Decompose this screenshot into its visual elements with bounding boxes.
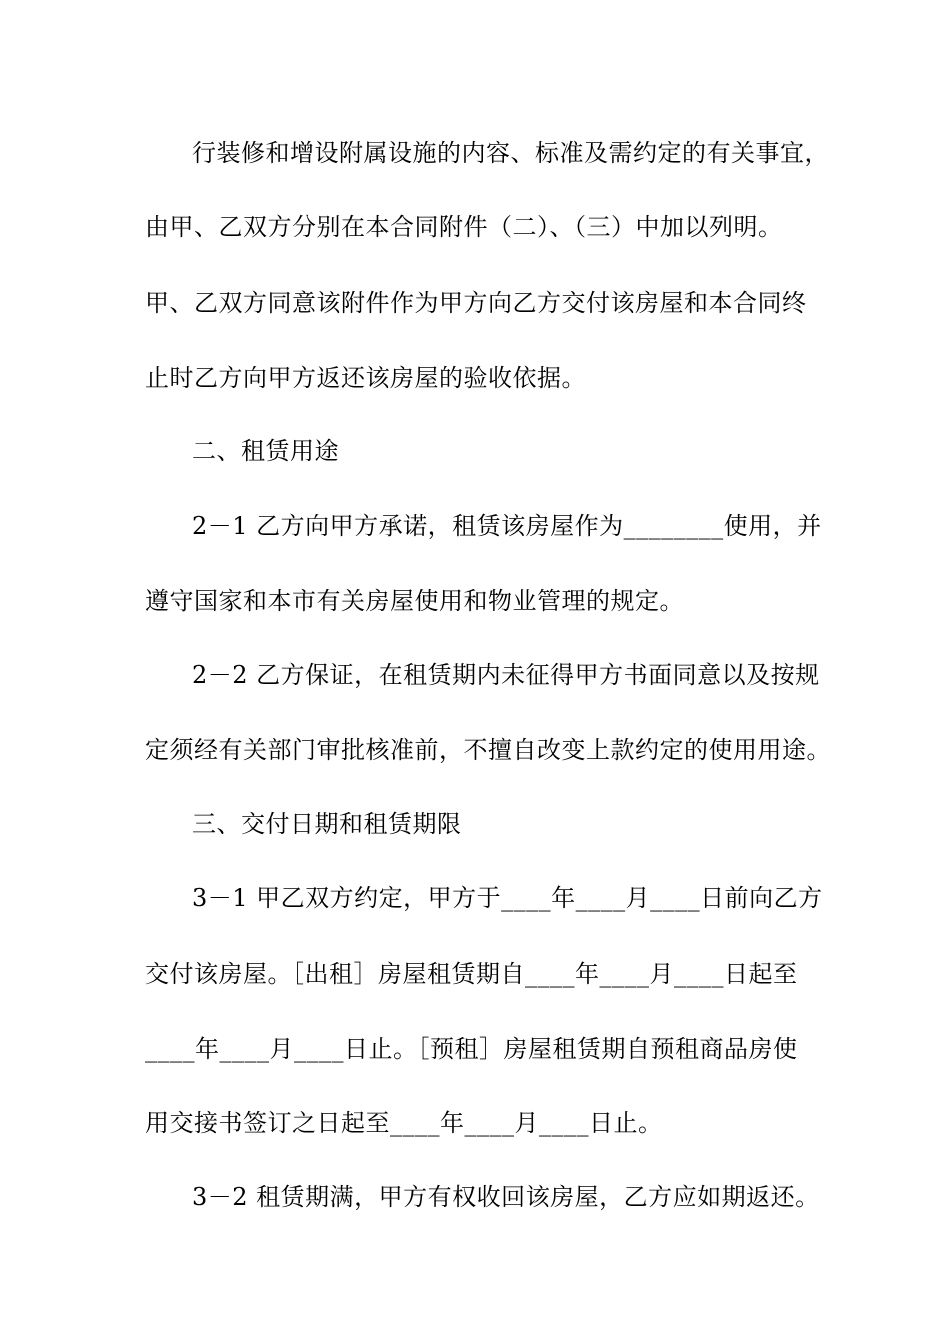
paragraph-line: 甲、乙双方同意该附件作为甲方向乙方交付该房屋和本合同终 — [145, 289, 807, 317]
section-heading-usage: 二、租赁用途 — [192, 437, 339, 465]
paragraph-line: 定须经有关部门审批核准前，不擅自改变上款约定的使用用途。 — [145, 736, 831, 764]
paragraph-line: 遵守国家和本市有关房屋使用和物业管理的规定。 — [145, 587, 684, 615]
paragraph-line: 2－2 乙方保证，在租赁期内未征得甲方书面同意以及按规 — [192, 661, 820, 689]
paragraph-line: ____年____月____日止。［预租］房屋租赁期自预租商品房使 — [145, 1035, 798, 1063]
paragraph-line: 交付该房屋。［出租］房屋租赁期自____年____月____日起至 — [145, 960, 798, 988]
section-heading-delivery-term: 三、交付日期和租赁期限 — [192, 810, 462, 838]
paragraph-line: 用交接书签订之日起至____年____月____日止。 — [145, 1109, 663, 1137]
paragraph-line: 止时乙方向甲方返还该房屋的验收依据。 — [145, 364, 586, 392]
paragraph-line: 3－2 租赁期满，甲方有权收回该房屋，乙方应如期返还。 — [192, 1183, 820, 1211]
paragraph-line: 3－1 甲乙双方约定，甲方于____年____月____日前向乙方 — [192, 884, 823, 912]
paragraph-line: 2－1 乙方向甲方承诺，租赁该房屋作为________使用，并 — [192, 512, 822, 540]
paragraph-line: 行装修和增设附属设施的内容、标准及需约定的有关事宜， — [192, 139, 829, 167]
paragraph-line: 由甲、乙双方分别在本合同附件（二）、（三）中加以列明。 — [145, 213, 783, 241]
